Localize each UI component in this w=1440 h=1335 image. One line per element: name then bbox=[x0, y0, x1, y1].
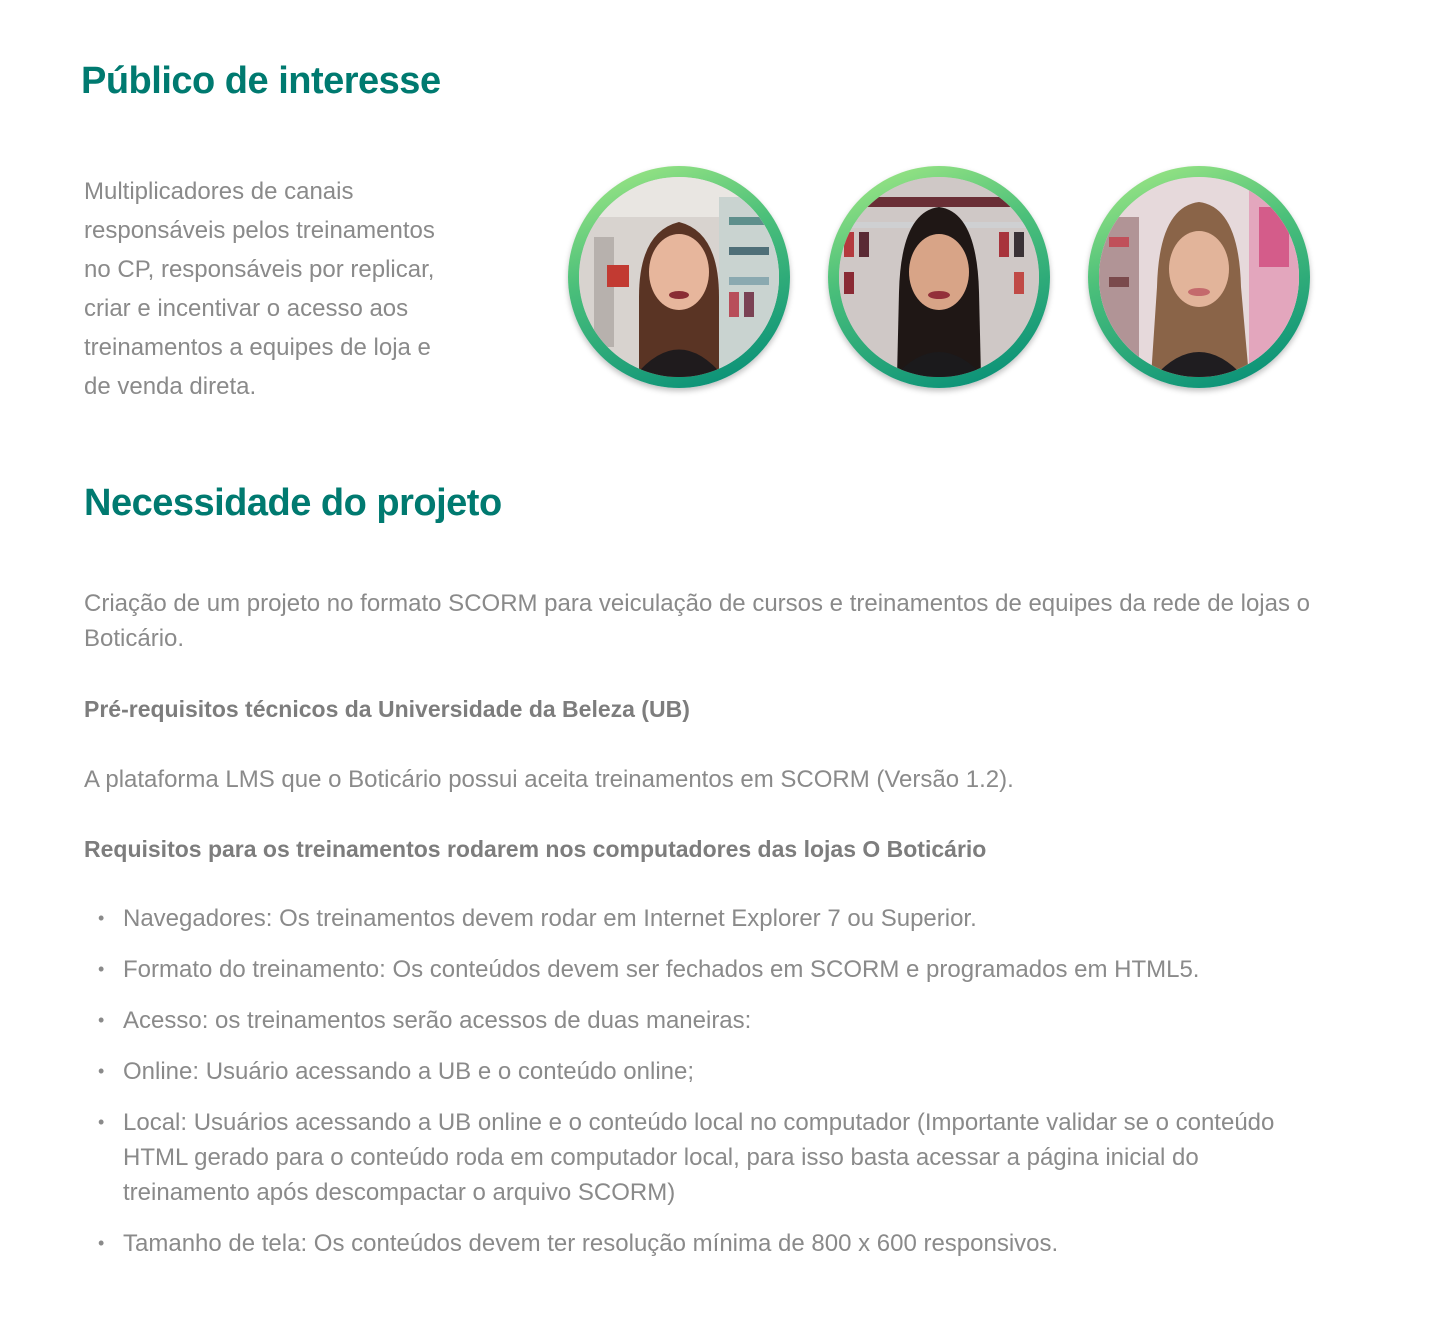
section-title-necessidade: Necessidade do projeto bbox=[84, 482, 502, 524]
requirements-list bbox=[84, 901, 1324, 1277]
bullet-icon: • bbox=[98, 1010, 105, 1030]
bullet-icon: • bbox=[98, 1061, 105, 1081]
list-item-text: Online: Usuário acessando a UB e o conteúdo online; bbox=[123, 1058, 695, 1085]
list-item bbox=[84, 1226, 1324, 1261]
bullet-icon: • bbox=[98, 1112, 105, 1132]
person-photo-icon bbox=[1099, 177, 1299, 377]
person-photo-icon bbox=[839, 177, 1039, 377]
list-item-text: Local: Usuários acessando a UB online e o conteúdo local no computador (Importante validar se o conteúdo HTML gerado para o conteúdo roda em computador local, para isso basta acessar a página inicial do treinamento após descompactar o arquivo SCORM) bbox=[123, 1109, 1275, 1206]
list-item-text: Tamanho de tela: Os conteúdos devem ter resolução mínima de 800 x 600 responsivos. bbox=[123, 1230, 1059, 1257]
avatar-photo-1 bbox=[568, 166, 790, 388]
avatar-photo-3 bbox=[1088, 166, 1310, 388]
person-photo-icon bbox=[579, 177, 779, 377]
platform-description: A plataforma LMS que o Boticário possui aceita treinamentos em SCORM (Versão 1.2). bbox=[84, 766, 1014, 793]
list-item-text: Formato do treinamento: Os conteúdos devem ser fechados em SCORM e programados em HTML5. bbox=[123, 956, 1200, 983]
section-title-publico: Público de interesse bbox=[81, 60, 441, 102]
list-item bbox=[84, 1003, 1324, 1038]
bullet-icon: • bbox=[98, 959, 105, 979]
prereq-title: Pré-requisitos técnicos da Universidade da Beleza (UB) bbox=[84, 696, 690, 722]
list-item-text: Acesso: os treinamentos serão acessos de duas maneiras: bbox=[123, 1007, 752, 1034]
list-item-text: Navegadores: Os treinamentos devem rodar em Internet Explorer 7 ou Superior. bbox=[123, 905, 977, 932]
audience-description: Multiplicadores de canais responsáveis pelos treinamentos no CP, responsáveis por replicar, criar e incentivar o acesso aos treinamentos a equipes de loja e de venda direta. bbox=[84, 178, 435, 400]
requirements-title: Requisitos para os treinamentos rodarem nos computadores das lojas O Boticário bbox=[84, 836, 987, 862]
list-item bbox=[84, 1105, 1324, 1210]
avatar-photo-2 bbox=[828, 166, 1050, 388]
list-item bbox=[84, 1054, 1324, 1089]
bullet-icon: • bbox=[98, 1233, 105, 1253]
project-intro: Criação de um projeto no formato SCORM para veiculação de cursos e treinamentos de equipes da rede de lojas o Boticário. bbox=[84, 590, 1311, 652]
list-item bbox=[84, 952, 1324, 987]
bullet-icon: • bbox=[98, 908, 105, 928]
list-item bbox=[84, 901, 1324, 936]
